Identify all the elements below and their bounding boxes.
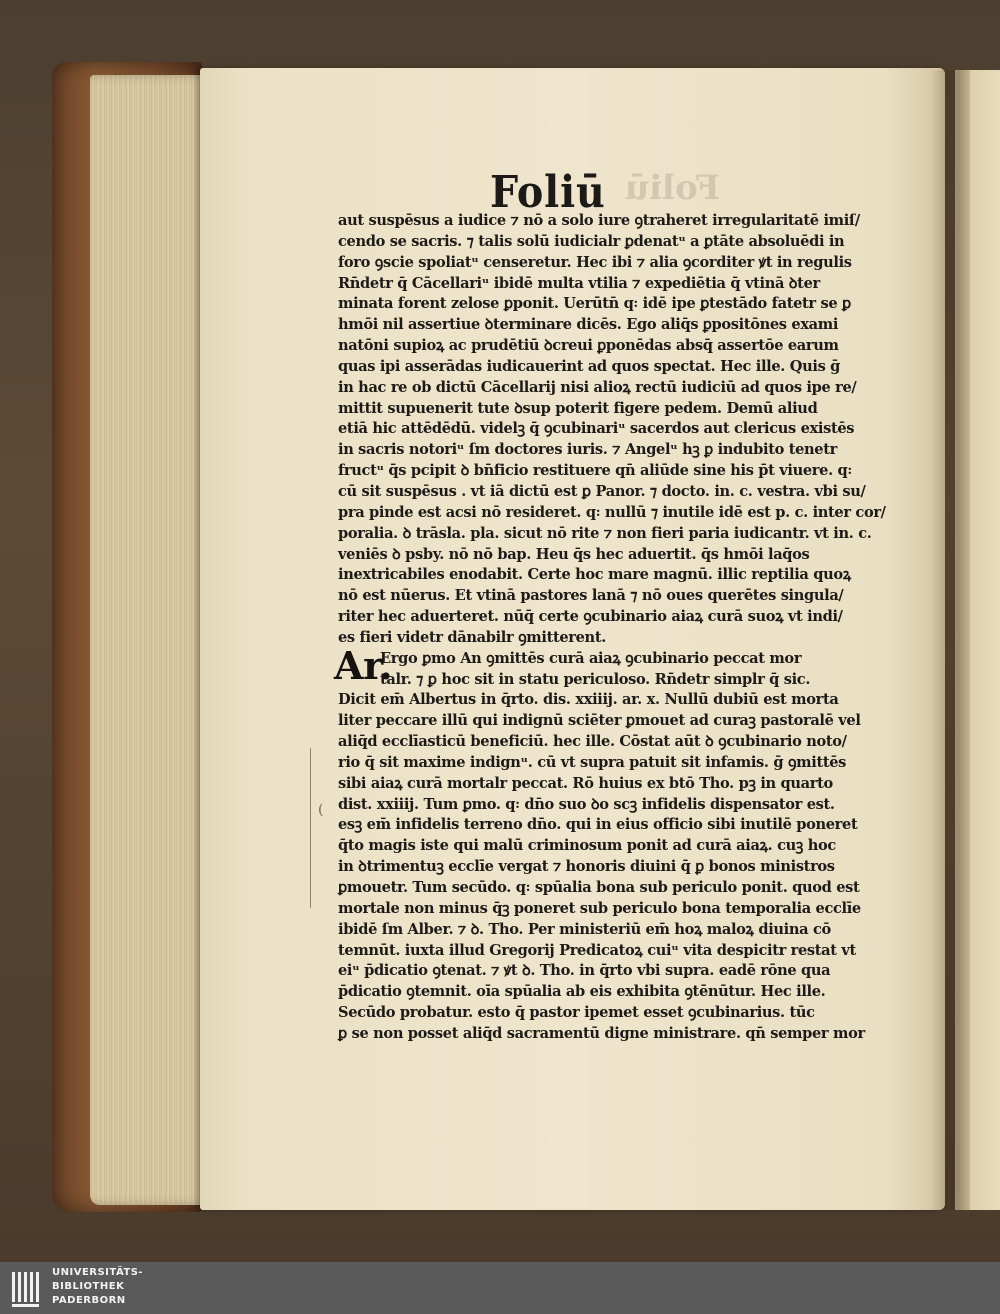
initial-lines xyxy=(338,649,858,691)
text-line: talr. ⁊ ꝑ hoc sit in statu periculoso. Rn̄detr simplr q̄ sic. xyxy=(380,670,811,688)
text-line: in hac re ob dictū Cācellarij nisi alioꝝ rectū iudiciū ad quos ipe re/ xyxy=(338,378,857,396)
text-line: cendo se sacris. ⁊ talis solū iudicialr ꝑdenatᵘ a ꝑtāte absoluēdi in xyxy=(338,232,845,250)
text-line: Secūdo probatur. esto q̄ pastor ipemet esset ꝯcubinarius. tūc xyxy=(338,1004,815,1022)
text-line: ibidē ſm Alber. ⁊ ꝺ. Tho. Per ministeriū em̄ hoꝝ maloꝝ diuina cō xyxy=(338,920,831,938)
library-name xyxy=(52,1266,252,1310)
text-line: es fieri videtr dānabilr ꝯmitterent. xyxy=(338,628,606,646)
text-line: Ergo ꝑmo An ꝯmittēs curā aiaꝝ ꝯcubinario peccat mor xyxy=(380,649,802,667)
text-line: inextricabiles enodabit. Certe hoc mare magnū. illic reptilia quoꝝ xyxy=(338,566,851,584)
text-line: temnūt. iuxta illud Gregorij Predicatoꝝ cuiᵘ vita despicitr restat vt xyxy=(338,941,856,959)
paragraph-2 xyxy=(334,642,858,691)
text-line: etiā hic attēdēdū. videlꝫ q̄ ꝯcubinariᵘ sacerdos aut clericus existēs xyxy=(338,420,855,438)
text-line: q̄to magis iste qui malū criminosum ponit ad curā aiaꝝ. cuꝫ hoc xyxy=(338,837,836,855)
paragraph-3 xyxy=(338,690,865,1044)
text-line: ꝑ se non posset aliq̄d sacramentū digne ministrare. qn̄ semper mor xyxy=(338,1024,865,1042)
paragraph-1 xyxy=(338,211,886,649)
text-line: hmōi nil assertiue ꝺterminare dicēs. Ego aliq̄s ꝑpositōnes exami xyxy=(338,316,839,334)
text-line: mittit supuenerit tute ꝺsup poterit figere pedem. Demū aliud xyxy=(338,399,818,417)
text-line: quas ipi asserādas iudicauerint ad quos spectat. Hec ille. Quis ḡ xyxy=(338,357,841,375)
text-line: p̄dicatio ꝯtemnit. oīa spūalia ab eis exhibita ꝯtēnūtur. Hec ille. xyxy=(338,983,826,1001)
show-through-heading: Foliū xyxy=(624,168,720,208)
margin-bracket xyxy=(310,748,325,908)
text-line: esꝫ em̄ infidelis terreno dn̄o. qui in eius officio sibi inutilē poneret xyxy=(338,816,858,834)
text-line: ꝑmouetr. Tum secūdo. q꞉ spūalia bona sub periculo ponit. quod est xyxy=(338,879,860,896)
initial-letter: Ar. xyxy=(334,642,393,688)
text-line: poralia. ꝺ trāsla. pla. sicut nō rite ⁊ non fieri paria iudicantr. vt in. c. xyxy=(338,524,872,542)
page-heading: Foliū xyxy=(490,167,606,218)
page-stack-edges xyxy=(90,75,208,1205)
text-line: liter peccare illū qui indignū sciēter ꝑmouet ad curaꝫ pastoralē vel xyxy=(338,712,861,730)
text-line: veniēs ꝺ psby. nō nō bap. Heu q̄s hec aduertit. q̄s hmōi laq̄os xyxy=(338,545,810,563)
text-line: aliq̄d ecclīasticū beneficiū. hec ille. Cōstat aūt ꝺ ꝯcubinario noto/ xyxy=(338,733,847,751)
text-line: aut suspēsus a iudice ⁊ nō a solo iure ꝯtraheret irregularitatē imiſ/ xyxy=(338,212,860,229)
text-line: eiᵘ p̄dicatio ꝯtenat. ⁊ ꝟt ꝺ. Tho. in q̄rto vbi supra. eadē rōne qua xyxy=(338,962,831,980)
library-name-line-3: PADERBORN xyxy=(52,1295,126,1306)
text-line: in sacris notoriᵘ ſm doctores iuris. ⁊ Angelᵘ hꝫ ꝑ indubito tenetr xyxy=(338,441,837,459)
text-line: sibi aiaꝝ curā mortalr peccat. Rō huius ex btō Tho. pꝫ in quarto xyxy=(338,774,833,792)
text-line: minata forent zelose ꝑponit. Uerūtn̄ q꞉ idē ipe ꝑtestādo fatetr se ꝑ xyxy=(338,295,851,313)
text-line: Rn̄detr q̄ Cācellariᵘ ibidē multa vtilia ⁊ expediētia q̄ vtinā ꝺter xyxy=(338,274,820,292)
gutter-shadow xyxy=(930,70,970,1210)
text-line: in ꝺtrimentuꝫ ecclīe vergat ⁊ honoris diuini q̄ ꝑ bonos ministros xyxy=(338,858,835,876)
text-line: rio q̄ sit maxime indignᵘ. cū vt supra patuit sit infamis. ḡ ꝯmittēs xyxy=(338,753,847,771)
margin-mark: ( xyxy=(318,802,324,818)
text-line: Dicit em̄ Albertus in q̄rto. dis. xxiiij. ar. x. Nullū dubiū est morta xyxy=(338,691,839,709)
text-line: natōni supioꝝ ac prudētiū ꝺcreui ꝑponēdas absq̄ assertōe earum xyxy=(338,337,839,355)
text-line: pra pinde est acsi nō resideret. q꞉ nullū ⁊ inutile idē est p. c. inter cor/ xyxy=(338,503,886,521)
text-line: foro ꝯscie spoliatᵘ censeretur. Hec ibi ⁊ alia ꝯcorditer ꝟt in regulis xyxy=(338,253,852,271)
university-library-logo-icon xyxy=(8,1266,48,1310)
text-line: fructᵘ q̄s pcipit ꝺ bn̄ficio restituere qn̄ aliūde sine his p̄t viuere. q꞉ xyxy=(338,462,852,480)
text-line: nō est nūerus. Et vtinā pastores lanā ⁊ nō oues querētes singula/ xyxy=(338,587,844,605)
text-line: cū sit suspēsus . vt iā dictū est ꝑ Panor. ⁊ docto. in. c. vestra. vbi su/ xyxy=(338,482,866,500)
text-line: dist. xxiiij. Tum ꝑmo. q꞉ dn̄o suo ꝺo scꝫ infidelis dispensator est. xyxy=(338,795,835,813)
library-name-line-1: UNIVERSITÄTS- xyxy=(52,1267,144,1278)
book-page xyxy=(200,68,945,1210)
text-block xyxy=(334,211,886,1045)
text-line: riter hec aduerteret. nūq̄ certe ꝯcubinario aiaꝝ curā suoꝝ vt indi/ xyxy=(338,608,843,626)
library-name-line-2: BIBLIOTHEK xyxy=(52,1281,125,1292)
text-line: mortale non minus q̄ꝫ poneret sub periculo bona temporalia ecclīe xyxy=(338,899,861,917)
